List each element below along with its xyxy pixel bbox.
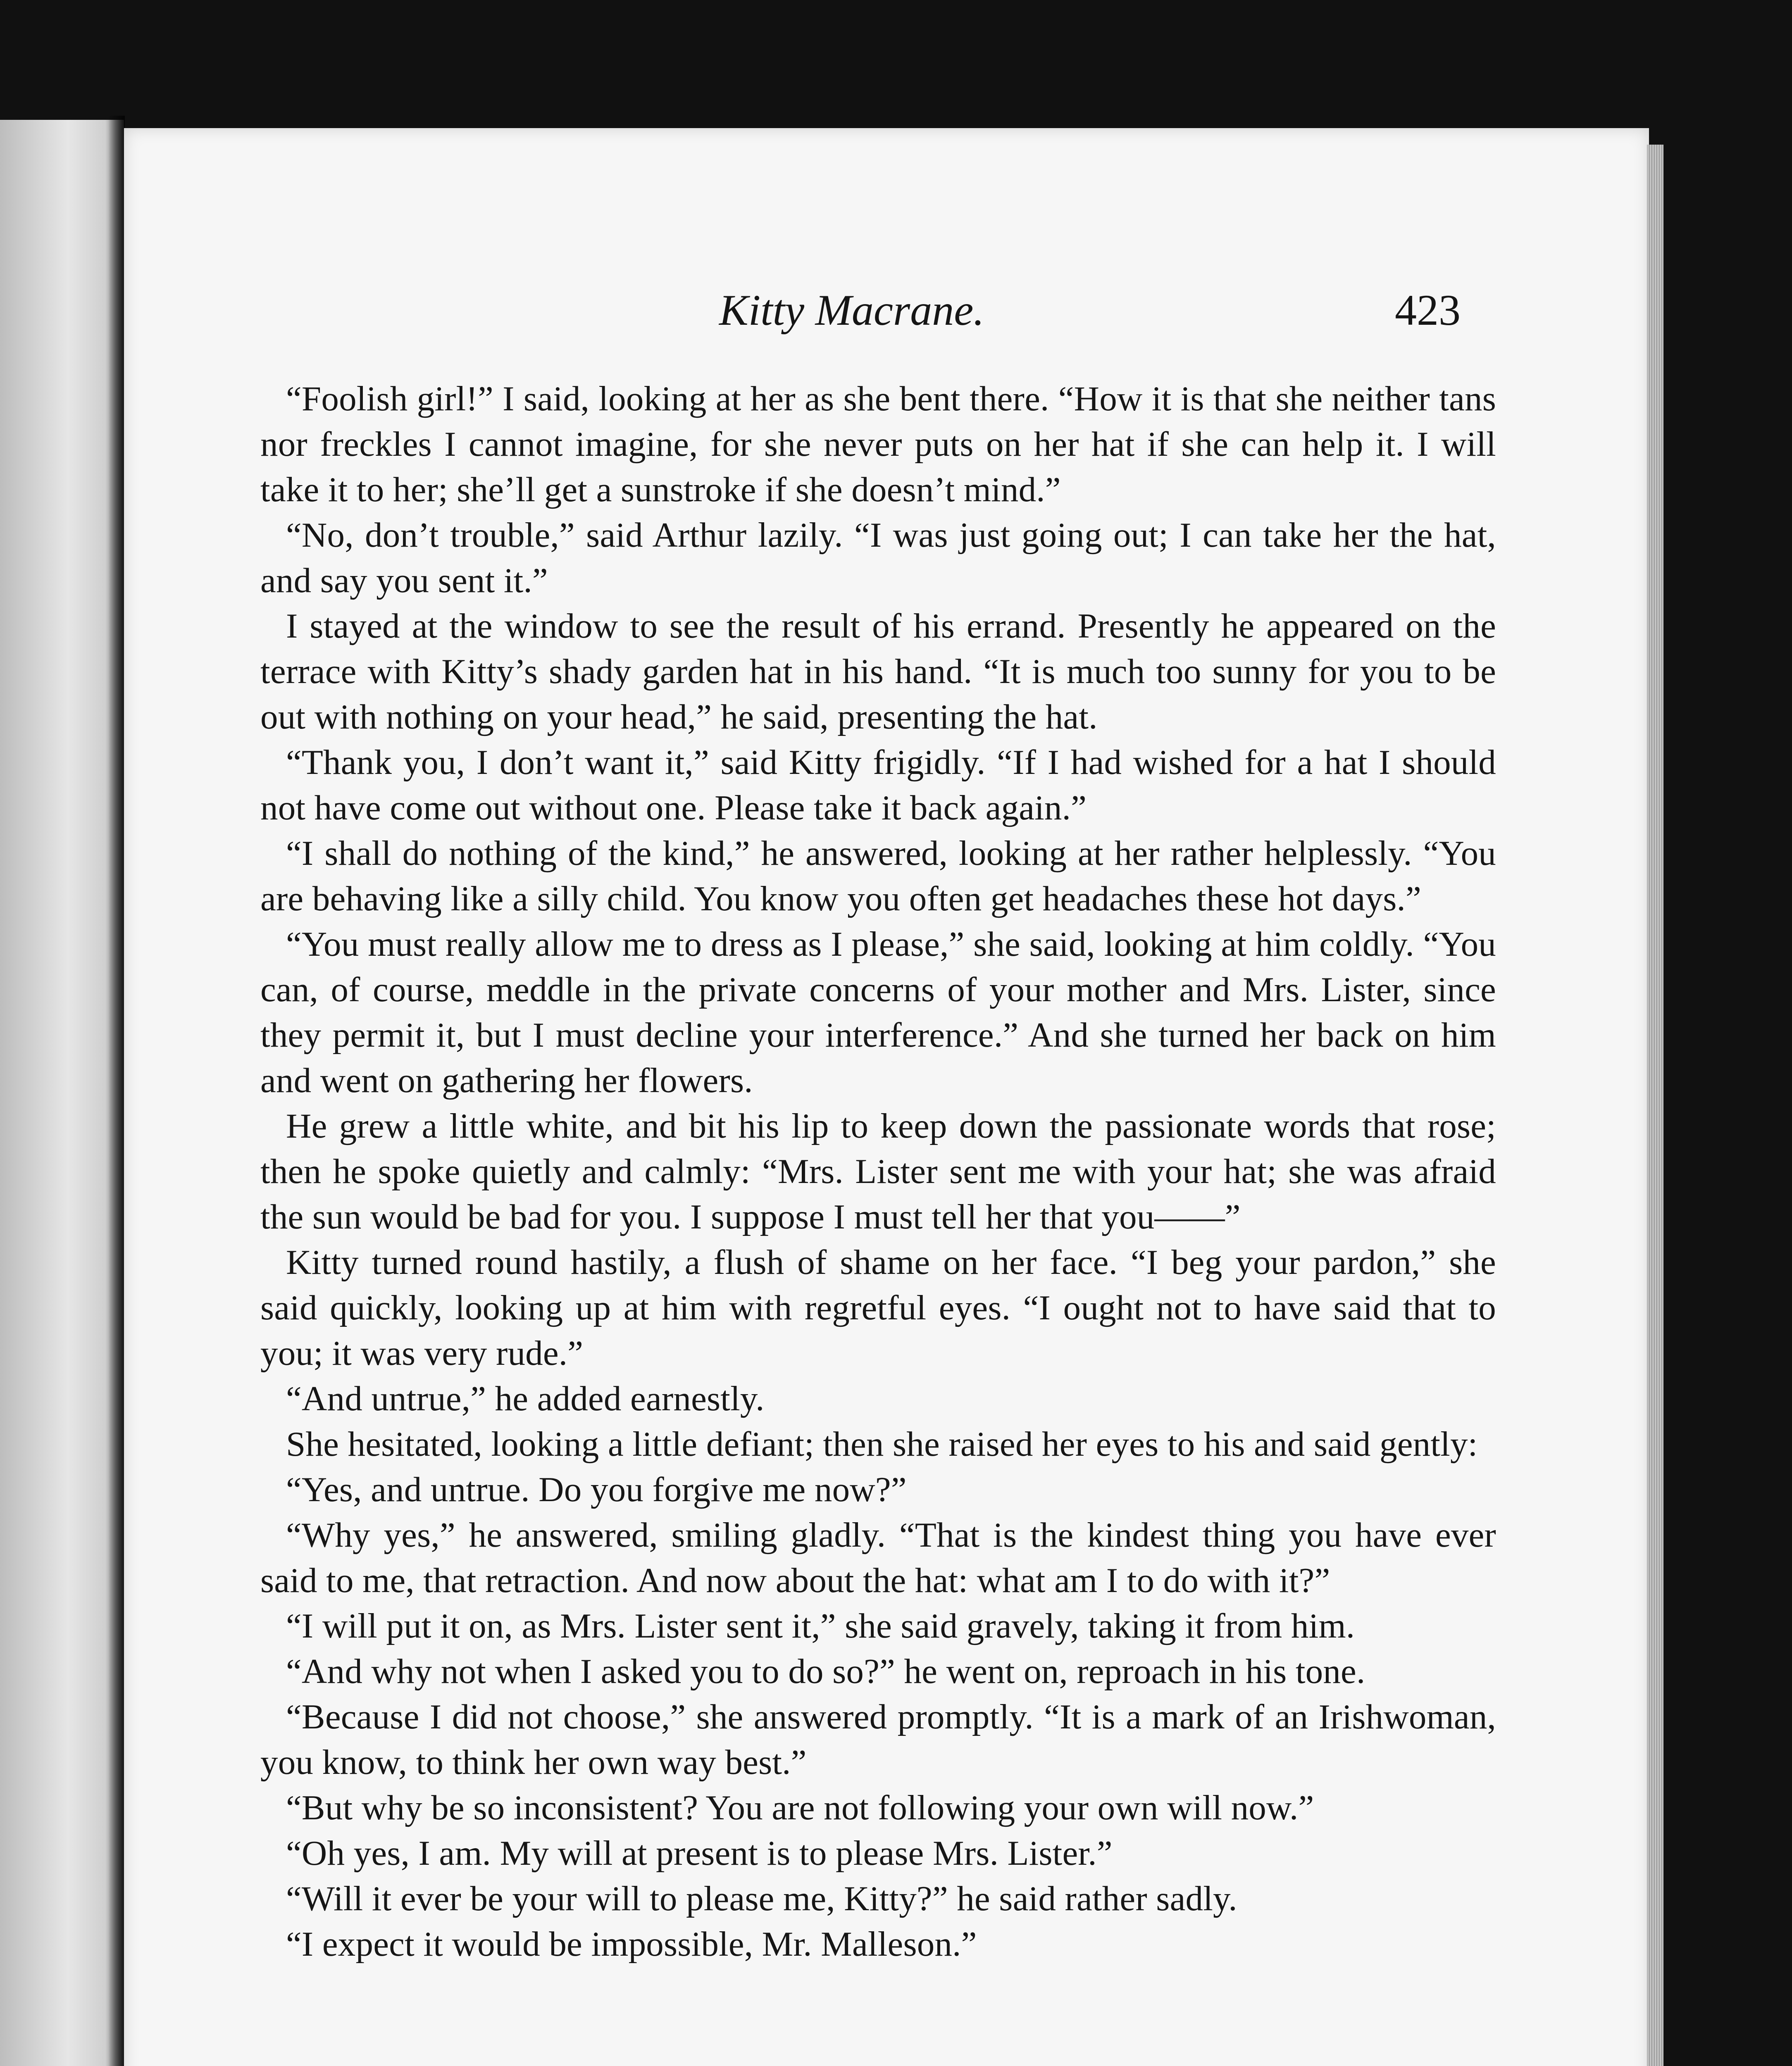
paragraph: “I will put it on, as Mrs. Lister sent it,” she said gravely, taking it from him. [286, 1607, 1355, 1645]
gutter-shadow [108, 116, 125, 2066]
paragraph: “Because I did not choose,” she answered promptly. “It is a mark of an Irishwoman, you know, to think her own way best.” [260, 1697, 1496, 1782]
page-stack-edge [1647, 145, 1663, 2066]
paragraph: I stayed at the window to see the result of his errand. Presently he appeared on the terrace with Kitty’s shady garden hat in his hand. “It is much too sunny for you to be out with nothing on your head,” he said, presenting the hat. [260, 607, 1496, 736]
paragraph: “Oh yes, I am. My will at present is to please Mrs. Lister.” [286, 1834, 1113, 1873]
paragraph: “Yes, and untrue. Do you forgive me now?” [286, 1470, 907, 1509]
page-number: 423 [1395, 286, 1461, 334]
paragraph: “I expect it would be impossible, Mr. Malleson.” [286, 1925, 977, 1964]
paragraph: “But why be so inconsistent? You are not following your own will now.” [286, 1788, 1314, 1827]
paragraph: “I shall do nothing of the kind,” he answered, looking at her rather helplessly. “You are behaving like a silly child. You know you often get headaches these hot days.” [260, 834, 1496, 918]
running-title: Kitty Macrane. [719, 286, 984, 334]
previous-page-edge [0, 120, 124, 2066]
book-page [124, 128, 1649, 2066]
paragraph: “Thank you, I don’t want it,” said Kitty frigidly. “If I had wished for a hat I should not have come out without one. Please take it back again.” [260, 743, 1496, 827]
paragraph: “Will it ever be your will to please me, Kitty?” he said rather sadly. [286, 1879, 1237, 1918]
paragraph: She hesitated, looking a little defiant; then she raised her eyes to his and said gently: [286, 1425, 1478, 1464]
page-body [260, 376, 1496, 1967]
paragraph: “Why yes,” he answered, smiling gladly. “That is the kindest thing you have ever said to me, that retraction. And now about the hat: what am I to do with it?” [260, 1516, 1496, 1600]
paragraph: “You must really allow me to dress as I please,” she said, looking at him coldly. “You can, of course, meddle in the private concerns of your mother and Mrs. Lister, since they permit it, but I must decline your interference.” And she turned her back on him and went on gathering her flowers. [260, 925, 1496, 1100]
page-header [124, 285, 1649, 343]
paragraph: “And untrue,” he added earnestly. [286, 1379, 765, 1418]
paragraph: He grew a little white, and bit his lip to keep down the passionate words that rose; then he spoke quietly and calmly: “Mrs. Lister sent me with your hat; she was afraid the sun would be bad for you. I suppose I must tell her that you——” [260, 1107, 1496, 1236]
paragraph: “And why not when I asked you to do so?” he went on, reproach in his tone. [286, 1652, 1365, 1691]
paragraph: Kitty turned round hastily, a flush of shame on her face. “I beg your pardon,” she said quickly, looking up at him with regretful eyes. “I ought not to have said that to you; it was very rude.” [260, 1243, 1496, 1373]
paragraph: “No, don’t trouble,” said Arthur lazily. “I was just going out; I can take her the hat, and say you sent it.” [260, 516, 1496, 600]
paragraph: “Foolish girl!” I said, looking at her as she bent there. “How it is that she neither tans nor freckles I cannot imagine, for she never puts on her hat if she can help it. I will take it to her; she’ll get a sunstroke if she doesn’t mind.” [260, 379, 1496, 509]
